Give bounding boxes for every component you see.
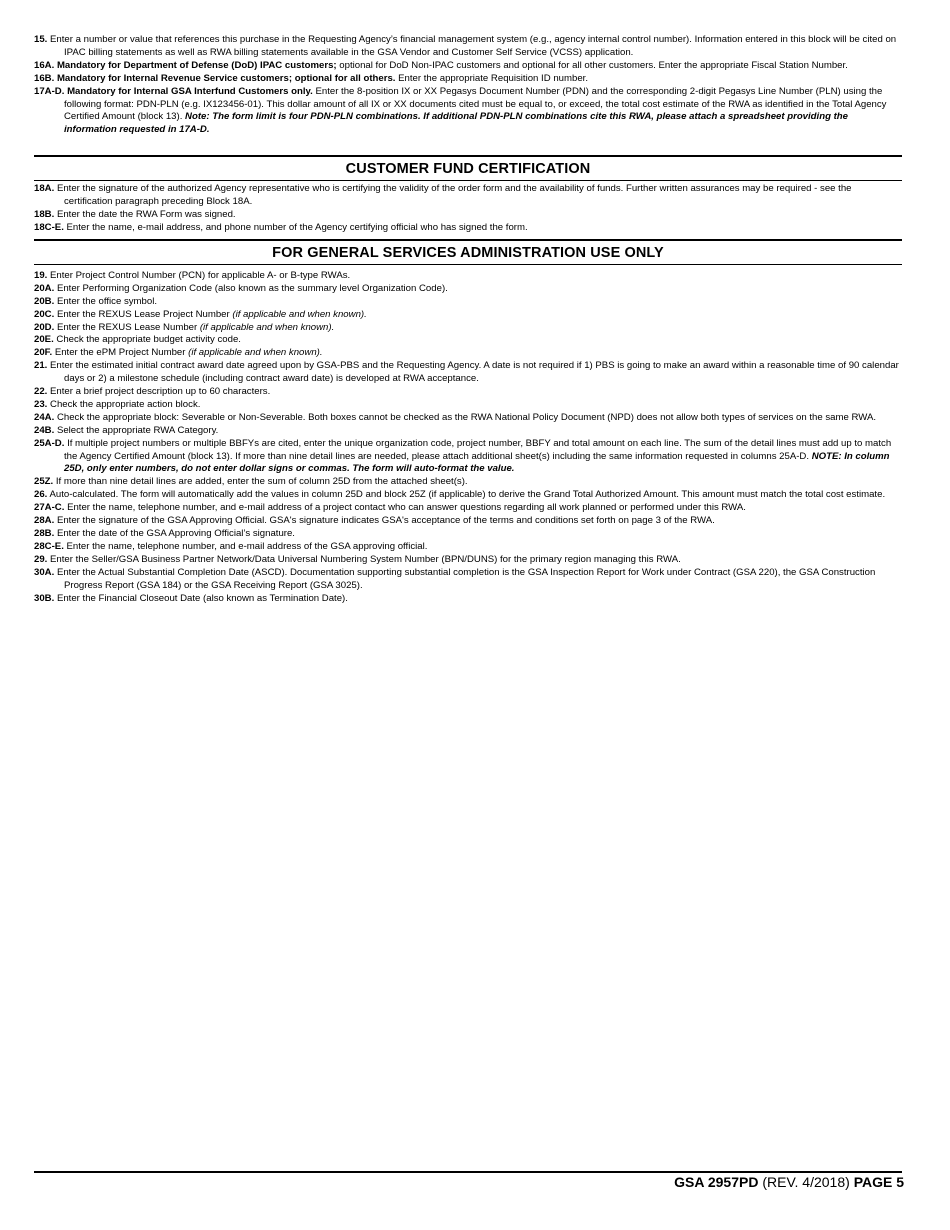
instruction-item xyxy=(34,593,902,606)
instruction-number: 28B. xyxy=(34,528,55,539)
instruction-text: Enter the date of the GSA Approving Official’s signature. xyxy=(56,528,295,539)
instruction-item xyxy=(34,476,902,489)
instruction-item xyxy=(34,322,902,335)
instruction-number: 20A. xyxy=(34,282,55,294)
instruction-text: Enter the ePM Project Number xyxy=(54,347,189,359)
instruction-item xyxy=(34,60,902,73)
instruction-number: 24A. xyxy=(34,411,55,423)
instruction-text: If more than nine detail lines are added, enter the sum of column 25D from the attached sheet(s). xyxy=(55,476,468,488)
instruction-item xyxy=(34,438,902,477)
instruction-text: Enter the office symbol. xyxy=(56,295,158,307)
instruction-item xyxy=(34,86,902,138)
instruction-text: Mandatory for Internal GSA Interfund Customers only. xyxy=(67,85,313,97)
instruction-number: 18C-E. xyxy=(34,221,64,233)
instruction-item xyxy=(34,554,902,567)
instruction-text: Enter the name, telephone number, and e-mail address of a project contact who can answer questions regarding all work planned or performed under this RWA. xyxy=(67,502,746,514)
page-number: PAGE 5 xyxy=(853,1174,904,1190)
instructions-block-18 xyxy=(34,183,902,235)
instruction-item xyxy=(34,412,902,425)
instruction-text: If multiple project numbers or multiple BBFYs are cited, enter the unique organization code, project number, BBFY and total amount on each line. The sum of the detail lines must add up to match the Agency Certified Amount (block 13). If more than nine detail lines are needed, please attach additional sheet(s) including the same information requested in columns 25A-D. xyxy=(64,437,892,462)
instruction-number: 19. xyxy=(34,269,48,281)
instruction-item xyxy=(34,515,902,528)
instruction-number: 28A. xyxy=(34,515,55,527)
instruction-item xyxy=(34,502,902,515)
instruction-number: 29. xyxy=(34,553,48,565)
instruction-item xyxy=(34,541,902,554)
footer-divider xyxy=(34,1171,902,1173)
instruction-text: Enter the Seller/GSA Business Partner Network/Data Universal Numbering System Number (BPN/DUNS) for the primary region managing this RWA. xyxy=(50,553,681,565)
instruction-number: 30A. xyxy=(34,566,55,578)
instructions-block-19-30 xyxy=(34,270,902,606)
instruction-item xyxy=(34,334,902,347)
instruction-item xyxy=(34,489,902,502)
instruction-text: Select the appropriate RWA Category. xyxy=(56,424,219,436)
instruction-text: Enter Project Control Number (PCN) for applicable A- or B-type RWAs. xyxy=(50,269,351,281)
instruction-text: Enter the REXUS Lease Number xyxy=(56,321,200,333)
instruction-text: Enter the date the RWA Form was signed. xyxy=(56,209,236,221)
instruction-item xyxy=(34,270,902,283)
instruction-text: Auto-calculated. The form will automatically add the values in column 25D and block 25Z (if applicable) to derive the Grand Total Authorized Amount. This amount must match the total cost estimate. xyxy=(49,489,886,501)
instruction-number: 25A-D. xyxy=(34,437,65,449)
instruction-number: 25Z. xyxy=(34,476,54,488)
instruction-item xyxy=(34,283,902,296)
instruction-number: 20B. xyxy=(34,295,55,307)
instruction-item xyxy=(34,73,902,86)
instruction-number: 24B. xyxy=(34,424,55,436)
instruction-number: 20E. xyxy=(34,334,54,346)
instruction-text: Enter the name, telephone number, and e-mail address of the GSA approving official. xyxy=(66,540,428,552)
form-revision: (REV. 4/2018) xyxy=(758,1174,854,1190)
instruction-number: 26. xyxy=(34,489,48,501)
instruction-text: Enter the name, e-mail address, and phone number of the Agency certifying official who has signed the form. xyxy=(66,221,528,233)
section-divider-bottom xyxy=(34,180,902,181)
instruction-number: 22. xyxy=(34,386,48,398)
instruction-text: Check the appropriate action block. xyxy=(50,398,201,410)
instruction-text: Enter the Financial Closeout Date (also known as Termination Date). xyxy=(56,592,348,604)
instruction-number: 18B. xyxy=(34,209,55,221)
instruction-number: 15. xyxy=(34,34,48,45)
instruction-text: Enter the estimated initial contract award date agreed upon by GSA-PBS and the Requesting Agency. A date is not required if 1) PBS is going to make an award within a reasonable time of 90 calendar days or 2) a milestone schedule (including contract award date) is developed at RWA acceptance. xyxy=(50,360,899,385)
instruction-text: optional for DoD Non-IPAC customers and optional for all other customers. Enter the appropriate Fiscal Station Number. xyxy=(336,59,848,71)
instruction-number: 23. xyxy=(34,398,48,410)
instruction-text: Check the appropriate budget activity code. xyxy=(56,334,241,346)
section-divider-bottom xyxy=(34,264,902,265)
instruction-text: Enter Performing Organization Code (also known as the summary level Organization Code). xyxy=(56,282,448,294)
instruction-text: Enter the REXUS Lease Project Number xyxy=(56,308,233,320)
instruction-item xyxy=(34,567,902,593)
instruction-text: Mandatory for Department of Defense (DoD) IPAC customers; xyxy=(56,59,337,71)
instruction-item xyxy=(34,309,902,322)
instruction-text: Enter the appropriate Requisition ID number. xyxy=(395,72,588,84)
instruction-number: 16A. xyxy=(34,59,55,71)
instruction-number: 20D. xyxy=(34,321,55,333)
instruction-text: Check the appropriate block: Severable or Non-Severable. Both boxes cannot be checked as the RWA National Policy Document (NPD) does not allow both types of services on the same RWA. xyxy=(56,411,877,423)
instruction-item xyxy=(34,399,902,412)
instruction-text: NOTE: In column 25D, only enter numbers, do not enter dollar signs or commas. The form will auto-format the value. xyxy=(64,450,890,475)
instructions-block-15-17 xyxy=(34,34,902,137)
instruction-item xyxy=(34,222,902,235)
instruction-text: (if applicable and when known). xyxy=(232,308,367,320)
instruction-item xyxy=(34,34,902,60)
instruction-number: 28C-E. xyxy=(34,540,64,552)
instruction-number: 16B. xyxy=(34,72,55,84)
instructions-page xyxy=(34,34,902,605)
instruction-number: 17A-D. xyxy=(34,85,65,97)
instruction-item xyxy=(34,296,902,309)
section-title-customer-fund-certification: CUSTOMER FUND CERTIFICATION xyxy=(345,161,591,178)
instruction-number: 30B. xyxy=(34,592,55,604)
instruction-number: 27A-C. xyxy=(34,502,65,514)
section-title-gsa-use-only: FOR GENERAL SERVICES ADMINISTRATION USE ONLY xyxy=(272,244,664,261)
instruction-text: (if applicable and when known). xyxy=(188,347,323,359)
instruction-number: 21. xyxy=(34,360,48,372)
form-id: GSA 2957PD xyxy=(674,1174,759,1190)
instruction-item xyxy=(34,528,902,541)
instruction-text: Enter the Actual Substantial Completion Date (ASCD). Documentation supporting substantial completion is the GSA Inspection Report for Work under Contract (GSA 220), the GSA Construction Progress Report (GSA 184) or the GSA Receiving Report (GSA 3025). xyxy=(56,566,876,591)
instruction-item xyxy=(34,360,902,386)
instruction-text: Note: The form limit is four PDN-PLN combinations. If additional PDN-PLN combinations cite this RWA, please attach a spreadsheet providing the information requested in 17A-D. xyxy=(64,111,848,136)
instruction-item xyxy=(34,347,902,360)
instruction-text: Enter a brief project description up to 60 characters. xyxy=(50,386,271,398)
instruction-text: (if applicable and when known). xyxy=(199,321,335,333)
instruction-text: Mandatory for Internal Revenue Service customers; optional for all others. xyxy=(56,72,396,84)
instruction-item xyxy=(34,425,902,438)
instruction-item xyxy=(34,209,902,222)
instruction-number: 20C. xyxy=(34,308,55,320)
instruction-number: 18A. xyxy=(34,183,55,195)
page-footer xyxy=(674,1174,904,1190)
instruction-text: Enter the signature of the GSA Approving Official. GSA's signature indicates GSA's acceptance of the terms and conditions set forth on page 3 of the RWA. xyxy=(56,515,715,527)
instruction-text: Enter the signature of the authorized Agency representative who is certifying the validity of the order form and the availability of funds. Further written assurances may be required - see the certification paragraph preceding Block 18A. xyxy=(56,183,852,208)
instruction-item xyxy=(34,386,902,399)
instruction-text: Enter a number or value that references this purchase in the Requesting Agency’s financial management system (e.g., agency internal control number). Information entered in this block will be cited on IPAC billing statements as well as RWA billing statements available in the GSA Vendor and Customer Self Service (VCSS) application. xyxy=(50,34,897,58)
instruction-item xyxy=(34,183,902,209)
instruction-text: Enter the 8-position IX or XX Pegasys Document Number (PDN) and the corresponding 2-digit Pegasys Line Number (PLN) using the following format: PDN-PLN (e.g. IX123456-01). This dollar amount of all IX or XX documents cited must be equal to, or exceed, the total cost estimate of the RWA as identified in the Total Agency Certified Amount (block 13). xyxy=(64,85,887,123)
instruction-number: 20F. xyxy=(34,347,53,359)
